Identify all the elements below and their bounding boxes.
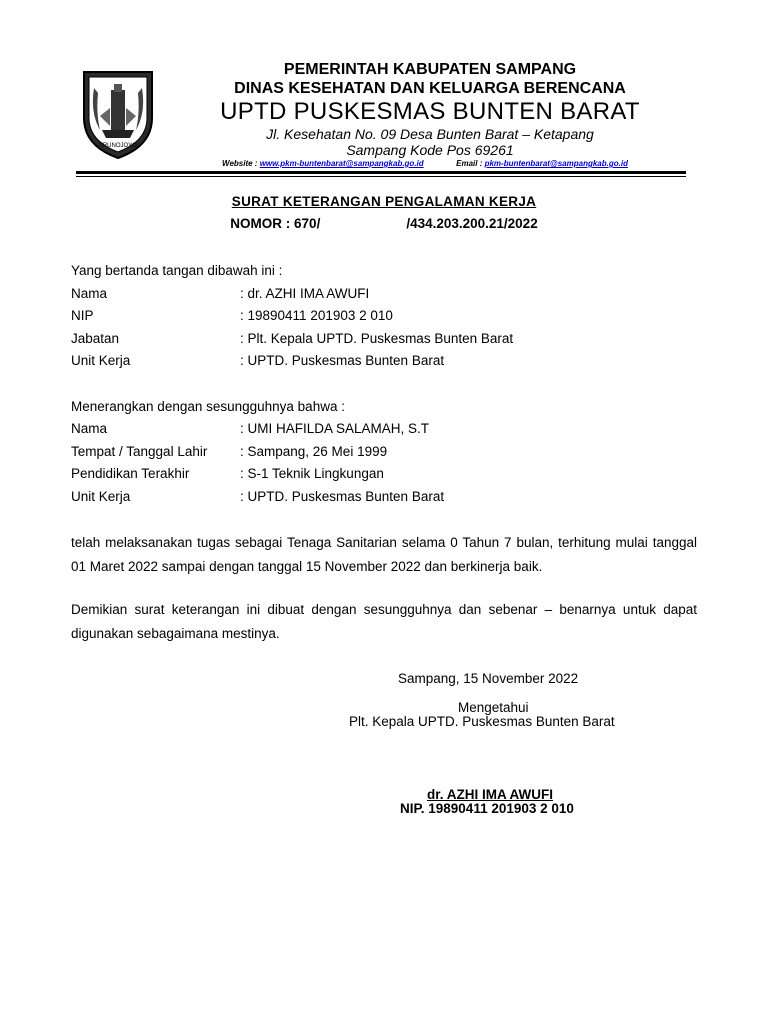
field-value: : S-1 Teknik Lingkungan bbox=[240, 466, 384, 481]
header-divider-thin bbox=[76, 176, 686, 177]
letterhead bbox=[170, 60, 690, 170]
place-date: Sampang, 15 November 2022 bbox=[398, 671, 579, 686]
agency-name: DINAS KESEHATAN DAN KELUARGA BERENCANA bbox=[234, 80, 626, 97]
closing-paragraph: Demikian surat keterangan ini dibuat dengan sesungguhnya dan sebenar – benarnya untuk dapat digunakan sebagaimana mestinya. bbox=[71, 602, 697, 641]
field-label: Nama bbox=[71, 421, 108, 436]
website-link[interactable]: www.pkm-buntenbarat@sampangkab.go.id bbox=[259, 159, 424, 168]
number-suffix: /434.203.200.21/2022 bbox=[406, 216, 538, 231]
field-label: Unit Kerja bbox=[71, 353, 131, 368]
contact-line bbox=[160, 158, 690, 170]
address-line-1: Jl. Kesehatan No. 09 Desa Bunten Barat – Ketapang bbox=[266, 126, 594, 142]
field-value: : 19890411 201903 2 010 bbox=[240, 308, 393, 323]
header-divider-thick bbox=[76, 171, 686, 174]
signer-intro: Yang bertanda tangan dibawah ini : bbox=[71, 263, 283, 278]
institution-name: UPTD PUSKESMAS BUNTEN BARAT bbox=[220, 98, 640, 125]
letter-number bbox=[0, 216, 768, 231]
field-value: : UPTD. Puskesmas Bunten Barat bbox=[240, 353, 445, 368]
address-line-2: Sampang Kode Pos 69261 bbox=[346, 142, 514, 158]
letter-title: SURAT KETERANGAN PENGALAMAN KERJA bbox=[231, 194, 537, 209]
field-label: NIP bbox=[71, 308, 94, 323]
email-label: Email : bbox=[456, 159, 483, 168]
website-label: Website : bbox=[222, 159, 258, 168]
field-value: : UMI HAFILDA SALAMAH, S.T bbox=[240, 421, 430, 436]
field-label: Jabatan bbox=[71, 331, 120, 346]
signer-name: dr. AZHI IMA AWUFI bbox=[427, 787, 553, 802]
field-label: Unit Kerja bbox=[71, 489, 131, 504]
body-paragraph: telah melaksanakan tugas sebagai Tenaga Sanitarian selama 0 Tahun 7 bulan, terhitung mulai tanggal 01 Maret 2022 sampai dengan tanggal 15 November 2022 dan berkinerja baik. bbox=[71, 535, 697, 574]
field-value: : Sampang, 26 Mei 1999 bbox=[240, 444, 388, 459]
acknowledged-label: Mengetahui bbox=[458, 700, 529, 715]
government-name: PEMERINTAH KABUPATEN SAMPANG bbox=[283, 61, 577, 78]
field-value: : dr. AZHI IMA AWUFI bbox=[240, 286, 370, 301]
logo-motto: TRUNOJOYO bbox=[99, 143, 137, 149]
regency-crest-icon bbox=[78, 68, 158, 160]
signer-position: Plt. Kepala UPTD. Puskesmas Bunten Barat bbox=[349, 714, 615, 729]
field-label: Tempat / Tanggal Lahir bbox=[71, 444, 208, 459]
signer-nip: NIP. 19890411 201903 2 010 bbox=[400, 801, 574, 816]
field-value: : Plt. Kepala UPTD. Puskesmas Bunten Barat bbox=[240, 331, 514, 346]
field-value: : UPTD. Puskesmas Bunten Barat bbox=[240, 489, 445, 504]
subject-intro: Menerangkan dengan sesungguhnya bahwa : bbox=[71, 399, 345, 414]
number-prefix: NOMOR : 670/ bbox=[230, 216, 321, 231]
field-label: Pendidikan Terakhir bbox=[71, 466, 190, 481]
email-link[interactable]: pkm-buntenbarat@sampangkab.go.id bbox=[484, 159, 628, 168]
field-label: Nama bbox=[71, 286, 108, 301]
